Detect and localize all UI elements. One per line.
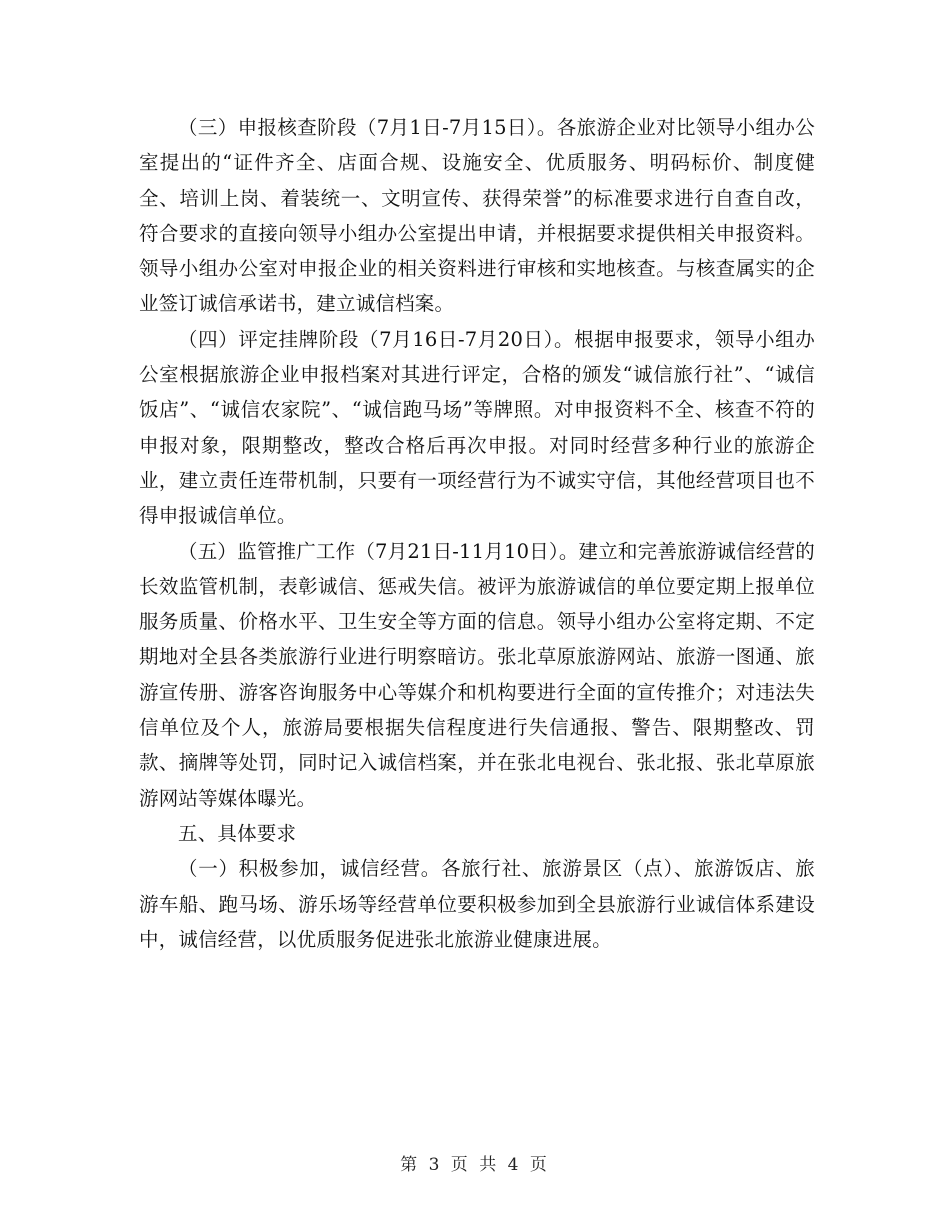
page-number-footer: 第 3 页 共 4 页	[400, 1155, 550, 1175]
document-body	[139, 110, 815, 957]
paragraph-application-review-stage: （三）申报核查阶段（7月1日-7月15日）。各旅游企业对比领导小组办公室提出的“证件齐全、店面合规、设施安全、优质服务、明码标价、制度健全、培训上岗、着装统一、文明宣传、获得荣誉”的标准要求进行自查自改，符合要求的直接向领导小组办公室提出申请，并根据要求提供相关申报资料。领导小组办公室对申报企业的相关资料进行审核和实地核查。与核查属实的企业签订诚信承诺书，建立诚信档案。	[139, 116, 815, 316]
paragraph-active-participation: （一）积极参加，诚信经营。各旅行社、旅游景区（点）、旅游饭店、旅游车船、跑马场、游乐场等经营单位要积极参加到全县旅游行业诚信体系建设中，诚信经营，以优质服务促进张北旅游业健康进展。	[139, 857, 815, 951]
section-heading-specific-requirements: 五、具体要求	[178, 821, 297, 845]
paragraph-evaluation-licensing-stage: （四）评定挂牌阶段（7月16日-7月20日）。根据申报要求，领导小组办公室根据旅游企业申报档案对其进行评定，合格的颁发“诚信旅行社”、“诚信饭店”、“诚信农家院”、“诚信跑马场”等牌照。对申报资料不全、核查不符的申报对象，限期整改，整改合格后再次申报。对同时经营多种行业的旅游企业，建立责任连带机制，只要有一项经营行为不诚实守信，其他经营项目也不得申报诚信单位。	[139, 327, 815, 528]
paragraph-supervision-promotion: （五）监管推广工作（7月21日-11月10日）。建立和完善旅游诚信经营的长效监管机制，表彰诚信、惩戒失信。被评为旅游诚信的单位要定期上报单位服务质量、价格水平、卫生安全等方面的信息。领导小组办公室将定期、不定期地对全县各类旅游行业进行明察暗访。张北草原旅游网站、旅游一图通、旅游宣传册、游客咨询服务中心等媒介和机构要进行全面的宣传推介；对违法失信单位及个人，旅游局要根据失信程度进行失信通报、警告、限期整改、罚款、摘牌等处罚，同时记入诚信档案，并在张北电视台、张北报、张北草原旅游网站等媒体曝光。	[139, 539, 815, 810]
